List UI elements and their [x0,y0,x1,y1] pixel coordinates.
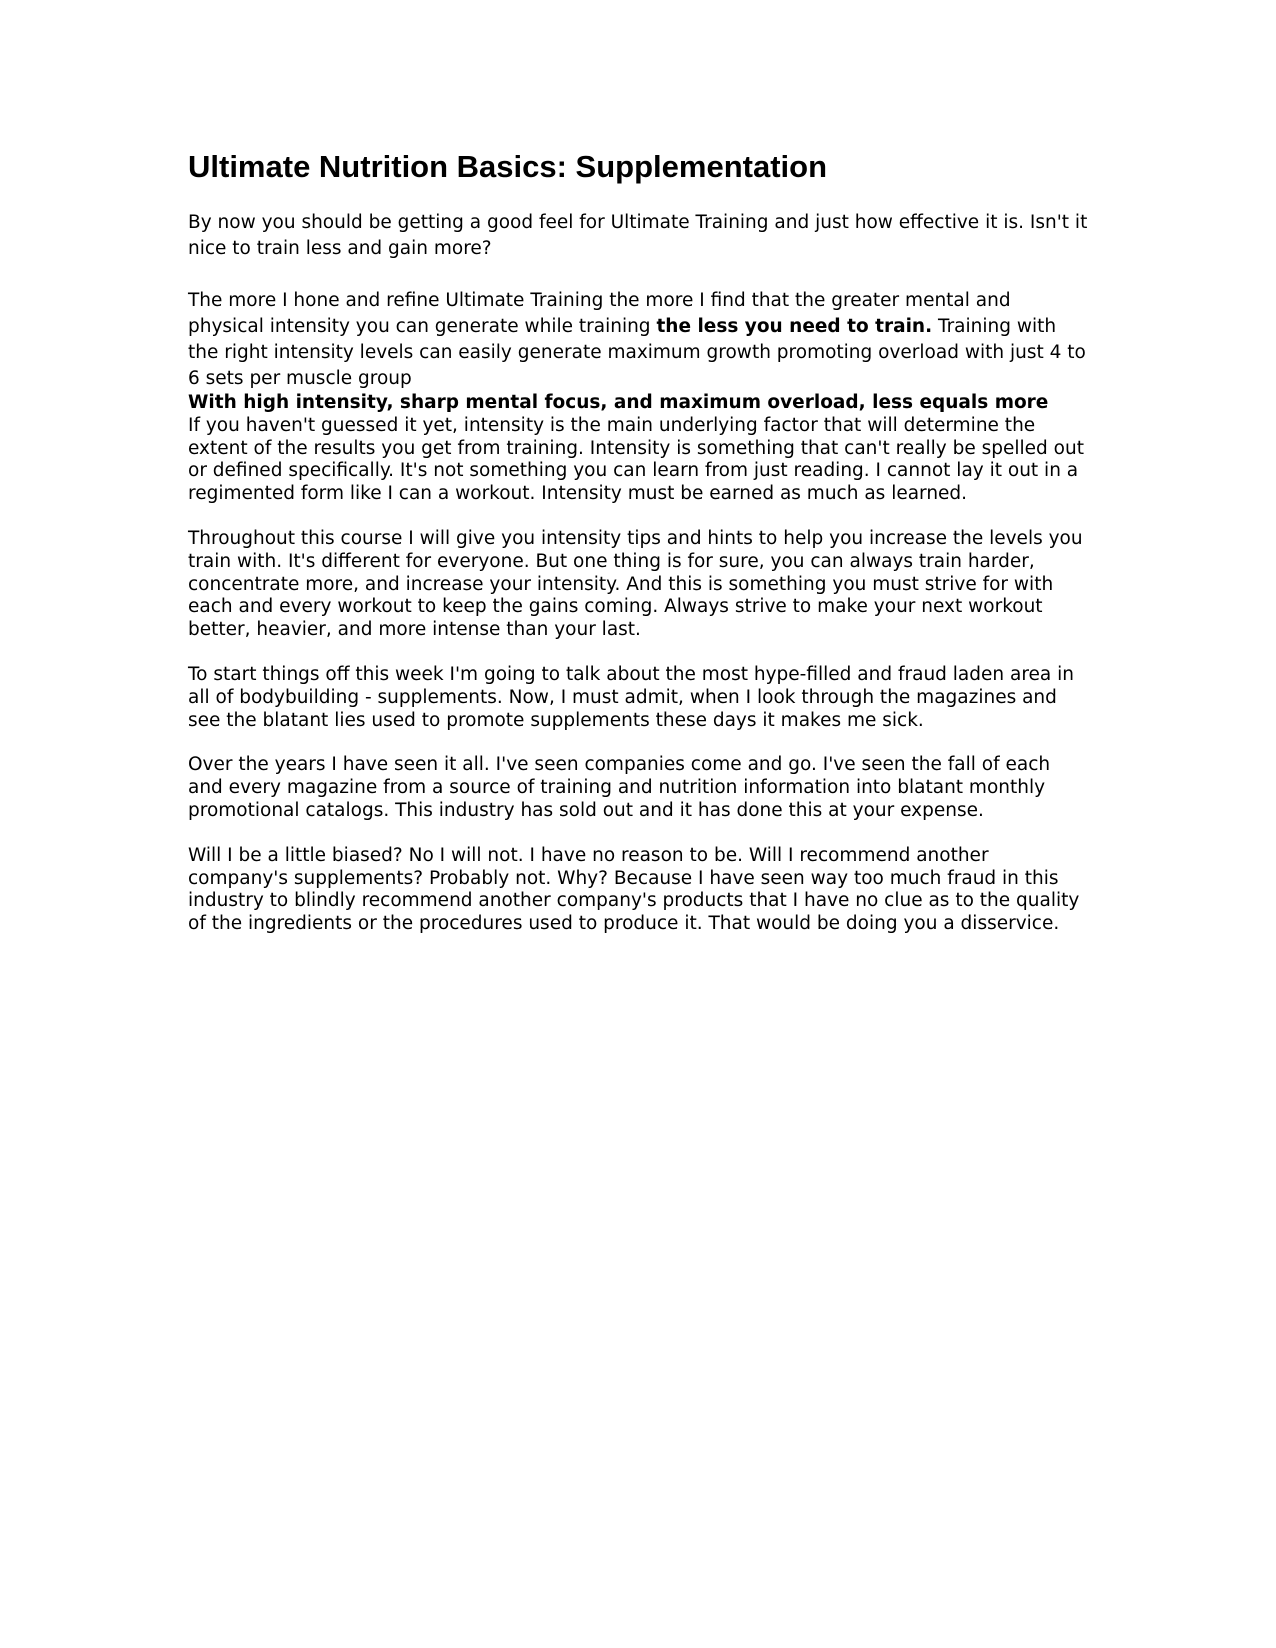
section-subheading: With high intensity, sharp mental focus, and maximum overload, less equals more [188,392,1049,413]
body-paragraph-intensity-factor: If you haven't guessed it yet, intensity is the main underlying factor that will determine the extent of the results you get from training. Intensity is something that can't really be spelled out or defined specifically. It's not something you can learn from just reading. I cannot lay it out in a regimented form like I can a workout. Intensity must be earned as much as learned. [188,414,1084,505]
body-paragraph-bias: Will I be a little biased? No I will not. I have no reason to be. Will I recommend another company's supplements? Probably not. Why? Because I have seen way too much fraud in this industry to blindly recommend another company's products that I have no clue as to the quality of the ingredients or the procedures used to produce it. That would be doing you a disservice. [188,844,1080,935]
intro-paragraph: By now you should be getting a good feel for Ultimate Training and just how effective it is. Isn't it nice to train less and gain more? [188,212,1088,259]
body-paragraph-intensity-tips: Throughout this course I will give you intensity tips and hints to help you increase the levels you train with. It's different for everyone. But one thing is for sure, you can always train harder, concentrate more, and increase your intensity. And this is something you must strive for with each and every workout to keep the gains coming. Always strive to make your next workout better, heavier, and more intense than your last. [188,527,1083,641]
document-page [188,148,1088,936]
document-title: Ultimate Nutrition Basics: Supplementation [188,149,828,184]
intensity-paragraph-emphasis: the less you need to train. [656,316,933,337]
intensity-paragraph-text-1: The more I hone and refine Ultimate Training the more I find that the greater mental and physical intensity you can generate while training [188,290,1011,337]
intensity-paragraph-text-2: Training with the right intensity levels can easily generate maximum growth promoting overload with just 4 to 6 sets per muscle group [188,316,1086,389]
body-paragraph-supplements-intro: To start things off this week I'm going to talk about the most hype-filled and fraud laden area in all of bodybuilding - supplements. Now, I must admit, when I look through the magazines and see the blatant lies used to promote supplements these days it makes me sick. [188,663,1074,731]
intensity-paragraph [188,288,1088,392]
body-paragraph-industry: Over the years I have seen it all. I've seen companies come and go. I've seen the fall of each and every magazine from a source of training and nutrition information into blatant monthly promotional catalogs. This industry has sold out and it has done this at your expense. [188,754,1051,821]
